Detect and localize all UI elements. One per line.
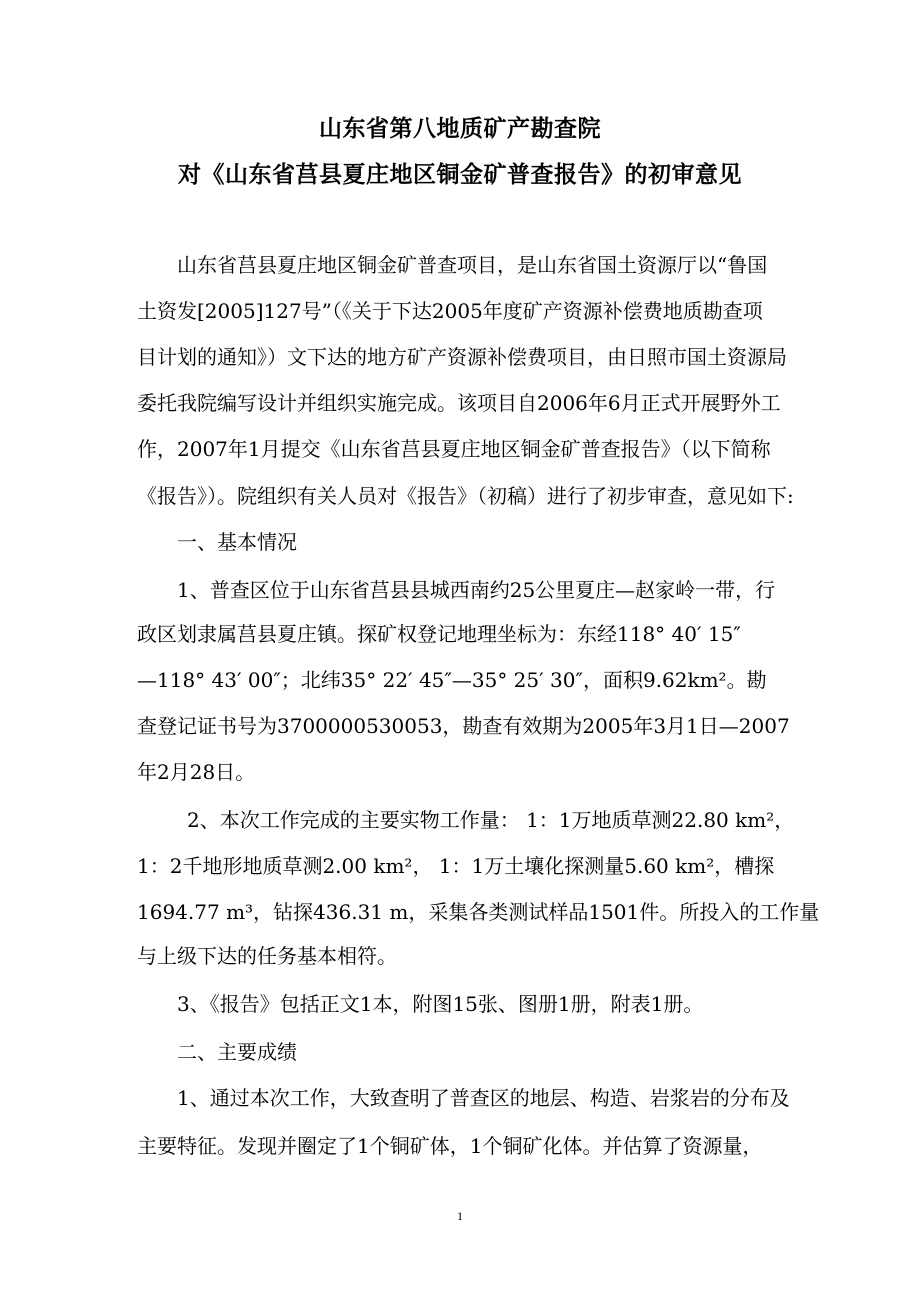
paragraph-line: 1、普查区位于山东省莒县县城西南约25公里夏庄—赵家岭一带，行 (177, 578, 776, 602)
page-number: 1 (457, 1209, 463, 1223)
paragraph-line: 年2月28日。 (137, 760, 256, 784)
paragraph-line: 土资发[2005]127号”（《关于下达2005年度矿产资源补偿费地质勘查项 (137, 299, 763, 323)
paragraph-line: 主要特征。发现并圈定了1个铜矿体，1个铜矿化体。并估算了资源量， (137, 1134, 763, 1158)
document-title-line-2: 对《山东省莒县夏庄地区铜金矿普查报告》的初审意见 (178, 162, 742, 188)
section-heading: 一、基本情况 (177, 530, 297, 554)
document-title-line-1: 山东省第八地质矿产勘查院 (319, 116, 601, 142)
paragraph-line: 《报告》）。院组织有关人员对《报告》（初稿）进行了初步审查，意见如下: (137, 484, 794, 508)
paragraph-line: 查登记证书号为3700000530053，勘查有效期为2005年3月1日—2007 (137, 714, 790, 738)
paragraph-line: 作，2007年1月提交《山东省莒县夏庄地区铜金矿普查报告》（以下简称 (137, 437, 771, 461)
paragraph-line: 目计划的通知》）文下达的地方矿产资源补偿费项目，由日照市国土资源局 (137, 345, 787, 369)
paragraph-line: 政区划隶属莒县夏庄镇。探矿权登记地理坐标为：东经118° 40′ 15″ (137, 622, 741, 646)
section-heading: 二、主要成绩 (177, 1040, 297, 1064)
paragraph-line: 1、通过本次工作，大致查明了普查区的地层、构造、岩浆岩的分布及 (177, 1086, 790, 1110)
paragraph-line: 与上级下达的任务基本相符。 (137, 944, 397, 968)
paragraph-line: —118° 43′ 00″；北纬35° 22′ 45″—35° 25′ 30″，面积9.62km²。勘 (137, 668, 767, 692)
paragraph-line: 山东省莒县夏庄地区铜金矿普查项目，是山东省国土资源厅以“鲁国 (177, 253, 768, 277)
paragraph-line: 3、《报告》包括正文1本，附图15张、图册1册，附表1册。 (177, 992, 704, 1016)
paragraph-line: 2、本次工作完成的主要实物工作量： 1：1万地质草测22.80 km²， (187, 808, 795, 832)
paragraph-line: 1694.77 m³，钻探436.31 m，采集各类测试样品1501件。所投入的工作量 (137, 900, 820, 924)
paragraph-line: 委托我院编写设计并组织实施完成。该项目自2006年6月正式开展野外工 (137, 391, 781, 415)
paragraph-line: 1：2千地形地质草测2.00 km²， 1：1万土壤化探测量5.60 km²，槽探 (137, 854, 775, 878)
